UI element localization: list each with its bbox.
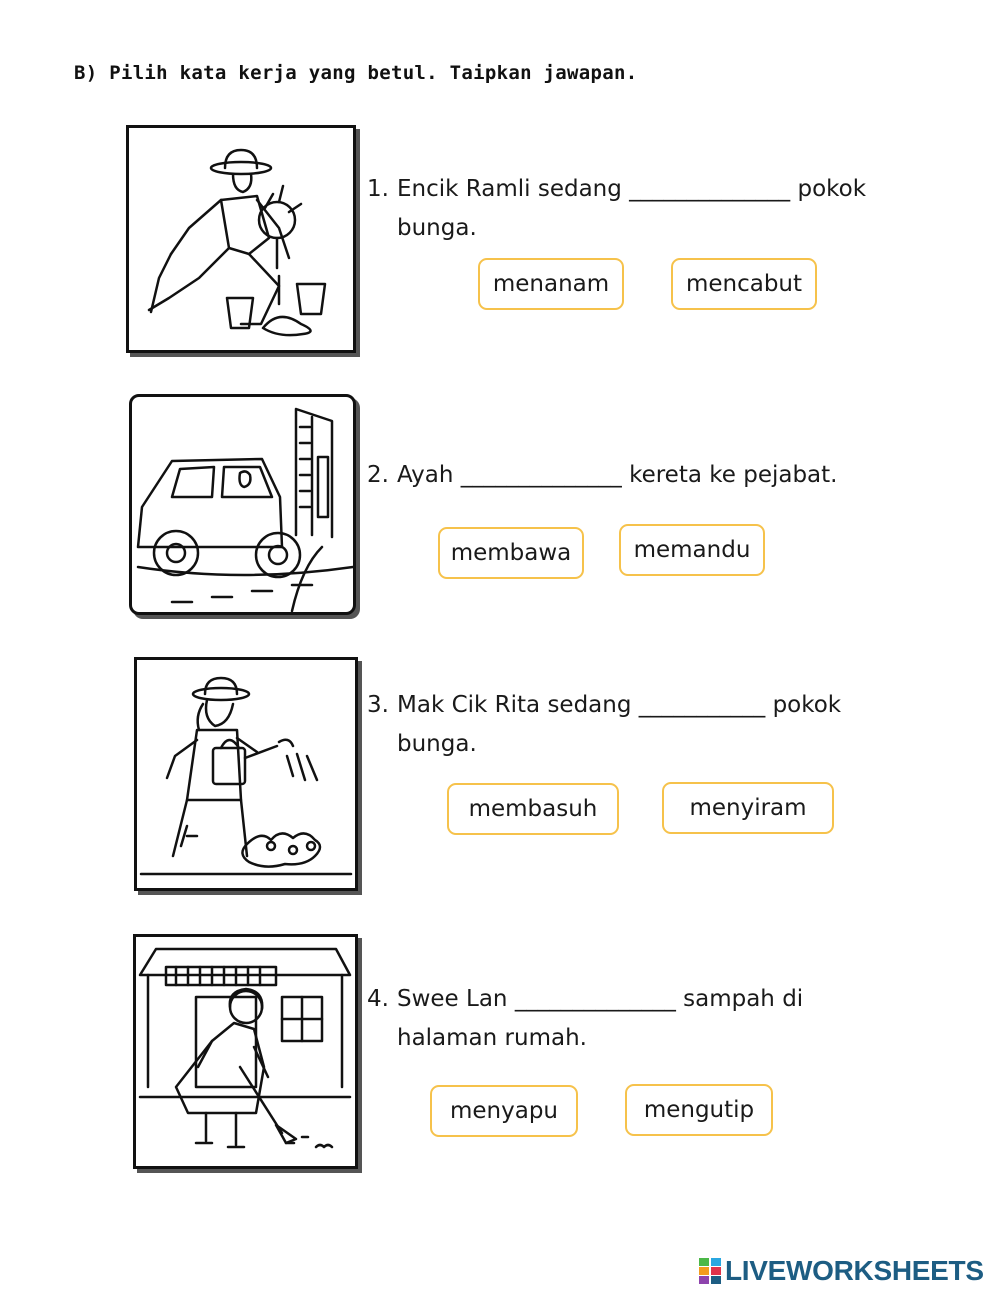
gardener-planting-icon xyxy=(129,128,353,350)
picture-gardener xyxy=(126,125,356,353)
option-menyiram-button[interactable]: menyiram xyxy=(662,782,834,834)
woman-watering-plants-icon xyxy=(137,660,355,888)
question-number: 4. xyxy=(367,986,389,1012)
question-4 xyxy=(367,980,967,1058)
question-2 xyxy=(367,456,967,495)
girl-sweeping-yard-icon xyxy=(136,937,355,1166)
question-number: 2. xyxy=(367,462,389,488)
option-mencabut-button[interactable]: mencabut xyxy=(671,258,817,310)
question-number: 1. xyxy=(367,176,389,202)
picture-watering xyxy=(134,657,358,891)
picture-sweeping xyxy=(133,934,358,1169)
option-menyapu-button[interactable]: menyapu xyxy=(430,1085,578,1137)
question-text-continued: halaman rumah. xyxy=(397,1025,587,1051)
instruction-heading: B) Pilih kata kerja yang betul. Taipkan jawapan. xyxy=(74,62,638,84)
question-text-continued: bunga. xyxy=(397,215,477,241)
question-text: Encik Ramli sedang ______________ pokok xyxy=(397,176,867,202)
question-text: Ayah ______________ kereta ke pejabat. xyxy=(397,462,838,488)
question-text: Swee Lan ______________ sampah di xyxy=(397,986,804,1012)
option-menanam-button[interactable]: menanam xyxy=(478,258,624,310)
option-memandu-button[interactable]: memandu xyxy=(619,524,765,576)
brand-name: LIVEWORKSHEETS xyxy=(725,1255,984,1286)
question-text: Mak Cik Rita sedang ___________ pokok xyxy=(397,692,842,718)
question-1 xyxy=(367,170,967,248)
man-driving-car-icon xyxy=(132,397,353,612)
picture-driver xyxy=(129,394,356,615)
option-mengutip-button[interactable]: mengutip xyxy=(625,1084,773,1136)
option-membasuh-button[interactable]: membasuh xyxy=(447,783,619,835)
question-text-continued: bunga. xyxy=(397,731,477,757)
liveworksheets-logo-icon xyxy=(699,1258,721,1284)
liveworksheets-brand xyxy=(699,1254,984,1288)
option-membawa-button[interactable]: membawa xyxy=(438,527,584,579)
question-number: 3. xyxy=(367,692,389,718)
question-3 xyxy=(367,686,967,764)
